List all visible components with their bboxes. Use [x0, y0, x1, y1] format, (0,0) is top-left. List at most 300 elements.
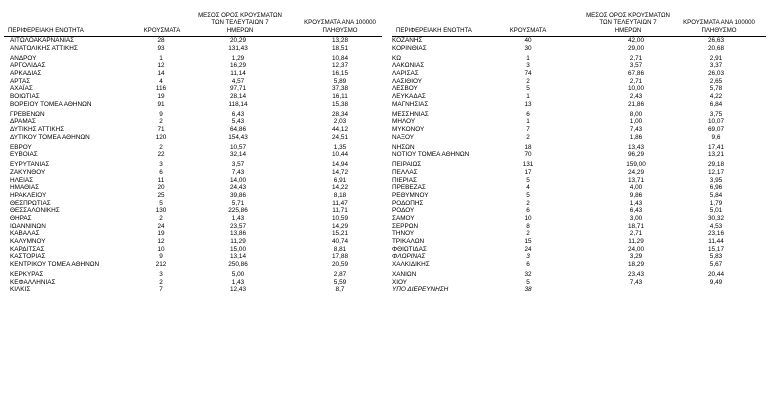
- table-row: [388, 215, 768, 223]
- per100k-cell: 44,12: [332, 125, 348, 133]
- cases-cell: 74: [524, 69, 532, 77]
- per100k-cell: 28,34: [332, 110, 348, 118]
- avg7-cell: 24,00: [628, 245, 644, 253]
- region-cell: ΑΧΑΪΑΣ: [10, 85, 33, 93]
- table-row: [388, 184, 768, 192]
- region-cell: ΑΝΔΡΟΥ: [10, 54, 37, 62]
- region-cell: ΜΕΣΣΗΝΙΑΣ: [392, 110, 429, 118]
- region-cell: ΛΑΚΩΝΙΑΣ: [392, 62, 425, 70]
- table-row: [388, 230, 768, 238]
- region-cell: ΒΟΡΕΙΟΥ ΤΟΜΕΑ ΑΘΗΝΩΝ: [10, 100, 92, 108]
- avg7-cell: 159,00: [626, 161, 646, 169]
- avg7-cell: 11,29: [230, 238, 246, 245]
- avg7-cell: 97,71: [230, 85, 246, 93]
- avg7-cell: 2,43: [629, 93, 643, 101]
- per100k-cell: 69,07: [708, 125, 724, 133]
- table-row: [0, 271, 384, 279]
- avg7-cell: 118,14: [228, 100, 248, 108]
- table-row: [388, 62, 768, 70]
- table-row: [388, 78, 768, 86]
- region-cell: ΧΑΝΙΩΝ: [392, 270, 417, 278]
- region-cell: ΜΑΓΝΗΣΙΑΣ: [392, 100, 429, 108]
- region-cell: ΚΕΦΑΛΛΗΝΙΑΣ: [10, 278, 56, 286]
- region-cell: ΚΕΡΚΥΡΑΣ: [10, 270, 44, 278]
- cases-column-header: ΚΡΟΥΣΜΑΤΑ: [143, 26, 181, 34]
- per100k-cell: 4,22: [709, 93, 723, 101]
- table-row: [388, 286, 768, 294]
- avg7-cell: 3,57: [231, 161, 245, 169]
- avg7-cell: 18,71: [628, 222, 644, 230]
- cases-cell: 1: [526, 118, 530, 126]
- cases-cell: 12: [157, 238, 165, 245]
- avg7-cell: 24,29: [628, 168, 644, 176]
- cases-cell: 2: [159, 278, 163, 286]
- cases-cell: 5: [159, 199, 163, 207]
- avg7-cell: 1,43: [231, 214, 245, 222]
- avg7-cell: 64,86: [230, 125, 246, 133]
- cases-cell: 25: [157, 191, 165, 199]
- per100k-cell: 2,03: [333, 118, 347, 126]
- cases-cell: 2: [526, 230, 530, 238]
- avg7-cell: 10,00: [628, 85, 644, 93]
- table-row: [388, 279, 768, 287]
- region-cell: ΡΕΘΥΜΝΟΥ: [392, 191, 429, 199]
- per100k-cell: 4,53: [709, 222, 723, 230]
- per100k-cell: 13,28: [332, 37, 348, 44]
- cases-cell: 7: [526, 125, 530, 133]
- region-cell: ΛΕΥΚΑΔΑΣ: [392, 93, 426, 101]
- region-cell: ΚΟΖΑΝΗΣ: [392, 37, 423, 44]
- region-cell: ΝΑΞΟΥ: [392, 133, 415, 141]
- region-cell: ΝΗΣΩΝ: [392, 143, 415, 151]
- avg7-cell: 4,57: [231, 77, 245, 85]
- region-cell: ΣΑΜΟΥ: [392, 214, 415, 222]
- per100k-cell: 14,94: [332, 161, 348, 169]
- per100k-cell: 17,88: [332, 253, 348, 261]
- table-row: [0, 70, 384, 78]
- cases-cell: 130: [155, 207, 167, 215]
- region-column-header: ΠΕΡΙΦΕΡΕΙΑΚΗ ΕΝΟΤΗΤΑ: [396, 26, 472, 34]
- per100k-cell: 8,81: [333, 245, 347, 253]
- region-cell: ΕΒΡΟΥ: [10, 143, 32, 151]
- cases-cell: 19: [157, 230, 165, 238]
- avg7-column-header: ΜΕΣΟΣ ΟΡΟΣ ΚΡΟΥΣΜΑΤΩΝ ΤΩΝ ΤΕΛΕΥΤΑΙΩΝ 7 ΗΜΕΡΩΝ: [586, 11, 670, 34]
- region-cell: ΚΟΡΙΝΘΙΑΣ: [392, 44, 427, 52]
- avg7-cell: 6,43: [231, 110, 245, 118]
- avg7-cell: 16,29: [230, 62, 246, 70]
- table-row: [0, 55, 384, 63]
- table-row: [0, 246, 384, 254]
- avg7-cell: 13,14: [230, 253, 246, 261]
- table-row: [388, 192, 768, 200]
- avg7-cell: 154,43: [228, 133, 248, 141]
- cases-cell: 9: [159, 253, 163, 261]
- cases-cell: 32: [524, 270, 532, 278]
- table-row: [0, 169, 384, 177]
- avg7-cell: 32,14: [230, 151, 246, 159]
- table-row: [0, 111, 384, 119]
- per100k-cell: 37,38: [332, 85, 348, 93]
- region-cell: ΦΘΙΩΤΙΔΑΣ: [392, 245, 427, 253]
- table-row: [0, 118, 384, 126]
- region-cell: ΔΥΤΙΚΟΥ ΤΟΜΕΑ ΑΘΗΝΩΝ: [10, 133, 90, 141]
- per100k-cell: 8,18: [333, 191, 347, 199]
- cases-cell: 10: [157, 245, 165, 253]
- per100k-cell: 40,74: [332, 238, 348, 245]
- avg7-cell: 13,71: [628, 176, 644, 184]
- per100k-cell: 14,22: [332, 184, 348, 192]
- table-row: [388, 93, 768, 101]
- per100k-cell: 14,72: [332, 168, 348, 176]
- avg7-column-header: ΜΕΣΟΣ ΟΡΟΣ ΚΡΟΥΣΜΑΤΩΝ ΤΩΝ ΤΕΛΕΥΤΑΙΩΝ 7 ΗΜΕΡΩΝ: [198, 11, 282, 34]
- per100k-cell: 10,44: [332, 151, 348, 159]
- avg7-cell: 7,43: [231, 168, 245, 176]
- right-table: [388, 0, 768, 403]
- per100k-cell: 2,65: [709, 77, 723, 85]
- table-row: [388, 144, 768, 152]
- per100k-cell: 11,44: [708, 238, 724, 245]
- table-row: [388, 161, 768, 169]
- per100k-cell: 10,59: [332, 214, 348, 222]
- region-cell: ΧΙΟΥ: [392, 278, 408, 286]
- region-cell: ΥΠΟ ΔΙΕΡΕΥΝΗΣΗ: [392, 286, 449, 294]
- per100k-cell: 13,21: [708, 151, 724, 159]
- per100k-cell: 12,17: [708, 168, 724, 176]
- per100k-cell: 17,41: [708, 143, 724, 151]
- avg7-cell: 23,43: [628, 270, 644, 278]
- avg7-cell: 6,43: [629, 207, 643, 215]
- region-cell: ΚΙΛΚΙΣ: [10, 286, 31, 294]
- region-cell: ΝΟΤΙΟΥ ΤΟΜΕΑ ΑΘΗΝΩΝ: [392, 151, 470, 159]
- per100k-cell: 15,21: [332, 230, 348, 238]
- region-cell: ΚΑΒΑΛΑΣ: [10, 230, 40, 238]
- per100k-cell: 5,01: [709, 207, 723, 215]
- cases-cell: 2: [526, 199, 530, 207]
- avg7-cell: 24,43: [230, 184, 246, 192]
- table-row: [388, 111, 768, 119]
- per100k-cell: 3,37: [709, 62, 723, 70]
- avg7-cell: 250,86: [228, 261, 248, 269]
- avg7-cell: 5,71: [231, 199, 245, 207]
- region-cell: ΕΥΒΟΙΑΣ: [10, 151, 38, 159]
- cases-cell: 13: [524, 100, 532, 108]
- table-row: [388, 271, 768, 279]
- per100k-cell: 14,29: [332, 222, 348, 230]
- table-row: [0, 144, 384, 152]
- table-row: [0, 184, 384, 192]
- cases-cell: 5: [526, 278, 530, 286]
- region-cell: ΑΙΤΩΛΟΑΚΑΡΝΑΝΙΑΣ: [10, 37, 75, 44]
- table-row: [388, 238, 768, 246]
- per100k-cell: 10,84: [332, 54, 348, 62]
- cases-cell: 93: [157, 44, 165, 52]
- cases-cell: 17: [524, 168, 532, 176]
- table-row: [0, 37, 384, 45]
- region-cell: ΑΝΑΤΟΛΙΚΗΣ ΑΤΤΙΚΗΣ: [10, 44, 78, 52]
- region-cell: ΣΕΡΡΩΝ: [392, 222, 419, 230]
- table-row: [0, 279, 384, 287]
- region-cell: ΜΥΚΟΝΟΥ: [392, 125, 425, 133]
- per100k-cell: 6,91: [333, 176, 347, 184]
- avg7-cell: 42,00: [628, 37, 644, 44]
- cases-cell: 20: [157, 184, 165, 192]
- cases-cell: 2: [159, 214, 163, 222]
- region-cell: ΛΑΣΙΘΙΟΥ: [392, 77, 423, 85]
- cases-cell: 14: [157, 69, 165, 77]
- cases-cell: 5: [526, 176, 530, 184]
- region-cell: ΗΡΑΚΛΕΙΟΥ: [10, 191, 47, 199]
- region-column-header: ΠΕΡΙΦΕΡΕΙΑΚΗ ΕΝΟΤΗΤΑ: [8, 26, 84, 34]
- table-row: [388, 207, 768, 215]
- per100k-cell: 29,18: [708, 161, 724, 169]
- table-row: [0, 101, 384, 111]
- left-table-body: [0, 37, 384, 294]
- table-row: [388, 246, 768, 254]
- region-cell: ΤΡΙΚΑΛΩΝ: [392, 238, 425, 245]
- cases-cell: 5: [526, 85, 530, 93]
- per100k-cell: 26,63: [708, 37, 724, 44]
- table-row: [388, 45, 768, 55]
- table-row: [388, 177, 768, 185]
- table-row: [0, 200, 384, 208]
- per100k-cell: 5,83: [709, 253, 723, 261]
- cases-cell: 6: [159, 168, 163, 176]
- avg7-cell: 1,29: [231, 54, 245, 62]
- region-cell: ΒΟΙΩΤΙΑΣ: [10, 93, 40, 101]
- table-row: [0, 161, 384, 169]
- table-row: [0, 207, 384, 215]
- table-row: [388, 134, 768, 144]
- table-row: [388, 253, 768, 261]
- per100k-cell: 24,51: [332, 133, 348, 141]
- per100k-column-header: ΚΡΟΥΣΜΑΤΑ ΑΝΑ 100000 ΠΛΗΘΥΣΜΟ: [304, 19, 376, 34]
- avg7-cell: 1,86: [629, 133, 643, 141]
- cases-cell: 2: [526, 77, 530, 85]
- per100k-cell: 20,59: [332, 261, 348, 269]
- region-cell: ΑΡΤΑΣ: [10, 77, 31, 85]
- per100k-cell: 2,87: [333, 270, 347, 278]
- per100k-cell: 11,71: [332, 207, 348, 215]
- per100k-cell: 23,16: [708, 230, 724, 238]
- avg7-cell: 96,29: [628, 151, 644, 159]
- table-row: [388, 55, 768, 63]
- cases-cell: 19: [157, 93, 165, 101]
- cases-cell: 1: [159, 54, 163, 62]
- cases-cell: 70: [524, 151, 532, 159]
- cases-cell: 3: [159, 270, 163, 278]
- per100k-cell: 1,35: [333, 143, 347, 151]
- per100k-cell: 3,75: [709, 110, 723, 118]
- region-cell: ΦΛΩΡΙΝΑΣ: [392, 253, 426, 261]
- cases-cell: 4: [159, 77, 163, 85]
- cases-cell: 2: [159, 143, 163, 151]
- per100k-cell: 2,91: [709, 54, 723, 62]
- per100k-cell: 5,84: [709, 191, 723, 199]
- table-row: [388, 169, 768, 177]
- avg7-cell: 2,71: [629, 77, 643, 85]
- cases-cell: 30: [524, 44, 532, 52]
- cases-cell: 2: [159, 118, 163, 126]
- avg7-cell: 3,00: [629, 214, 643, 222]
- cases-cell: 4: [526, 184, 530, 192]
- region-cell: ΑΡΓΟΛΙΔΑΣ: [10, 62, 46, 70]
- region-cell: ΙΩΑΝΝΙΝΩΝ: [10, 222, 46, 230]
- region-cell: ΛΑΡΙΣΑΣ: [392, 69, 419, 77]
- cases-cell: 6: [526, 207, 530, 215]
- avg7-cell: 14,00: [230, 176, 246, 184]
- table-row: [0, 253, 384, 261]
- region-cell: ΚΑΛΥΜΝΟΥ: [10, 238, 46, 245]
- region-cell: ΠΕΙΡΑΙΩΣ: [392, 161, 422, 169]
- per100k-cell: 18,51: [332, 44, 348, 52]
- table-row: [388, 118, 768, 126]
- region-cell: ΚΑΣΤΟΡΙΑΣ: [10, 253, 46, 261]
- table-row: [0, 93, 384, 101]
- cases-cell: 11: [157, 176, 165, 184]
- cases-cell: 2: [526, 133, 530, 141]
- table-row: [0, 151, 384, 161]
- region-cell: ΓΡΕΒΕΝΩΝ: [10, 110, 45, 118]
- per100k-column-header: ΚΡΟΥΣΜΑΤΑ ΑΝΑ 100000 ΠΛΗΘΥΣΜΟ: [683, 19, 755, 34]
- per100k-cell: 9,49: [709, 278, 723, 286]
- per100k-cell: 11,47: [332, 199, 348, 207]
- table-row: [0, 215, 384, 223]
- table-row: [388, 70, 768, 78]
- region-cell: ΡΟΔΟΥ: [392, 207, 415, 215]
- region-cell: ΚΕΝΤΡΙΚΟΥ ΤΟΜΕΑ ΑΘΗΝΩΝ: [10, 261, 100, 269]
- cases-cell: 5: [526, 191, 530, 199]
- per100k-cell: 15,17: [708, 245, 724, 253]
- avg7-cell: 1,43: [231, 278, 245, 286]
- per100k-cell: 5,59: [333, 278, 347, 286]
- avg7-cell: 11,29: [628, 238, 644, 245]
- avg7-cell: 39,86: [230, 191, 246, 199]
- region-cell: ΕΥΡΥΤΑΝΙΑΣ: [10, 161, 50, 169]
- avg7-cell: 4,00: [629, 184, 643, 192]
- avg7-cell: 7,43: [629, 278, 643, 286]
- cases-cell: 24: [157, 222, 165, 230]
- region-cell: ΧΑΛΚΙΔΙΚΗΣ: [392, 261, 430, 269]
- avg7-cell: 13,86: [230, 230, 246, 238]
- table-row: [0, 286, 384, 294]
- cases-cell: 38: [524, 286, 532, 294]
- avg7-cell: 9,86: [629, 191, 643, 199]
- region-cell: ΗΛΕΙΑΣ: [10, 176, 34, 184]
- cases-cell: 91: [157, 100, 165, 108]
- table-row: [0, 223, 384, 231]
- region-cell: ΔΥΤΙΚΗΣ ΑΤΤΙΚΗΣ: [10, 125, 65, 133]
- per100k-cell: 5,89: [333, 77, 347, 85]
- table-row: [0, 78, 384, 86]
- cases-cell: 24: [524, 245, 532, 253]
- table-row: [0, 85, 384, 93]
- cases-cell: 131: [522, 161, 534, 169]
- cases-cell: 6: [526, 261, 530, 269]
- cases-cell: 8: [526, 222, 530, 230]
- per100k-cell: 8,7: [335, 286, 345, 294]
- cases-cell: 1: [526, 54, 530, 62]
- per100k-cell: 10,07: [708, 118, 724, 126]
- avg7-cell: 3,57: [629, 62, 643, 70]
- avg7-cell: 2,71: [629, 230, 643, 238]
- table-row: [388, 151, 768, 161]
- avg7-cell: 13,43: [628, 143, 644, 151]
- table-row: [0, 238, 384, 246]
- region-cell: ΘΕΣΠΡΩΤΙΑΣ: [10, 199, 51, 207]
- region-cell: ΘΗΡΑΣ: [10, 214, 32, 222]
- table-row: [0, 230, 384, 238]
- table-row: [0, 45, 384, 55]
- avg7-cell: 67,86: [628, 69, 644, 77]
- table-row: [388, 223, 768, 231]
- table-row: [388, 200, 768, 208]
- cases-cell: 7: [159, 286, 163, 294]
- cases-cell: 10: [524, 214, 532, 222]
- cases-cell: 212: [155, 261, 167, 269]
- cases-cell: 40: [524, 37, 532, 44]
- avg7-cell: 23,57: [230, 222, 246, 230]
- left-table-header: [0, 0, 384, 36]
- per100k-cell: 6,84: [709, 100, 723, 108]
- per100k-cell: 5,67: [709, 261, 723, 269]
- avg7-cell: 15,00: [230, 245, 246, 253]
- per100k-cell: 5,78: [709, 85, 723, 93]
- per100k-cell: 30,32: [708, 214, 724, 222]
- per100k-cell: 9,6: [711, 133, 721, 141]
- per100k-cell: 15,38: [332, 100, 348, 108]
- table-row: [0, 134, 384, 144]
- region-cell: ΘΕΣΣΑΛΟΝΙΚΗΣ: [10, 207, 60, 215]
- avg7-cell: 29,00: [628, 44, 644, 52]
- cases-column-header: ΚΡΟΥΣΜΑΤΑ: [509, 26, 547, 34]
- avg7-cell: 11,14: [230, 69, 246, 77]
- avg7-cell: 3,29: [629, 253, 643, 261]
- avg7-cell: 2,71: [629, 54, 643, 62]
- table-row: [0, 177, 384, 185]
- avg7-cell: 1,43: [629, 199, 643, 207]
- avg7-cell: 21,86: [628, 100, 644, 108]
- cases-cell: 9: [159, 110, 163, 118]
- cases-cell: 71: [157, 125, 165, 133]
- table-row: [0, 192, 384, 200]
- avg7-cell: 131,43: [228, 44, 248, 52]
- cases-cell: 6: [526, 110, 530, 118]
- table-row: [388, 126, 768, 134]
- region-cell: ΖΑΚΥΝΘΟΥ: [10, 168, 46, 176]
- table-row: [0, 126, 384, 134]
- per100k-cell: 16,15: [332, 69, 348, 77]
- avg7-cell: 5,43: [231, 118, 245, 126]
- avg7-cell: 1,00: [629, 118, 643, 126]
- per100k-cell: 20,44: [708, 270, 724, 278]
- per100k-cell: 20,68: [708, 44, 724, 52]
- cases-cell: 120: [155, 133, 167, 141]
- cases-cell: 3: [526, 253, 530, 261]
- avg7-cell: 10,57: [230, 143, 246, 151]
- avg7-cell: 8,00: [629, 110, 643, 118]
- region-cell: ΚΩ: [392, 54, 402, 62]
- region-cell: ΠΡΕΒΕΖΑΣ: [392, 184, 426, 192]
- table-row: [0, 261, 384, 271]
- region-cell: ΔΡΑΜΑΣ: [10, 118, 36, 126]
- region-cell: ΑΡΚΑΔΙΑΣ: [10, 69, 42, 77]
- region-cell: ΠΙΕΡΙΑΣ: [392, 176, 417, 184]
- avg7-cell: 12,43: [230, 286, 246, 294]
- region-cell: ΠΕΛΛΑΣ: [392, 168, 418, 176]
- cases-cell: 3: [159, 161, 163, 169]
- per100k-cell: 6,96: [709, 184, 723, 192]
- table-row: [388, 37, 768, 45]
